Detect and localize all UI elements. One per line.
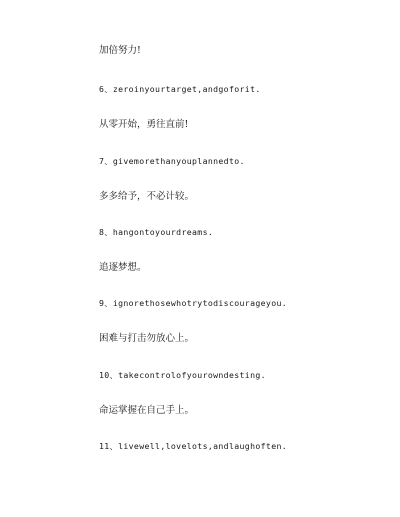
text-line-english-9: 9、ignorethosewhotrytodiscourageyou. [99, 298, 288, 308]
text-line-english-11: 11、livewell,lovelots,andlaughoften. [99, 441, 288, 451]
text-line-english-7: 7、givemorethanyouplannedto. [99, 156, 245, 166]
text-line-chinese-9: 困难与打击勿放心上。 [99, 333, 195, 344]
text-line-english-6: 6、zeroinyourtarget,andgoforit. [99, 84, 261, 94]
text-line-chinese-10: 命运掌握在自己手上。 [99, 405, 195, 416]
text-line-chinese-8: 追逐梦想。 [99, 262, 147, 273]
text-line-chinese-6: 从零开始，勇往直前! [99, 119, 189, 130]
text-line-english-8: 8、hangontoyourdreams. [99, 227, 214, 237]
text-line-chinese-1: 加倍努力! [99, 45, 141, 56]
text-line-chinese-7: 多多给予，不必计较。 [99, 191, 195, 202]
text-line-english-10: 10、takecontrolofyourowndesting. [99, 370, 266, 380]
